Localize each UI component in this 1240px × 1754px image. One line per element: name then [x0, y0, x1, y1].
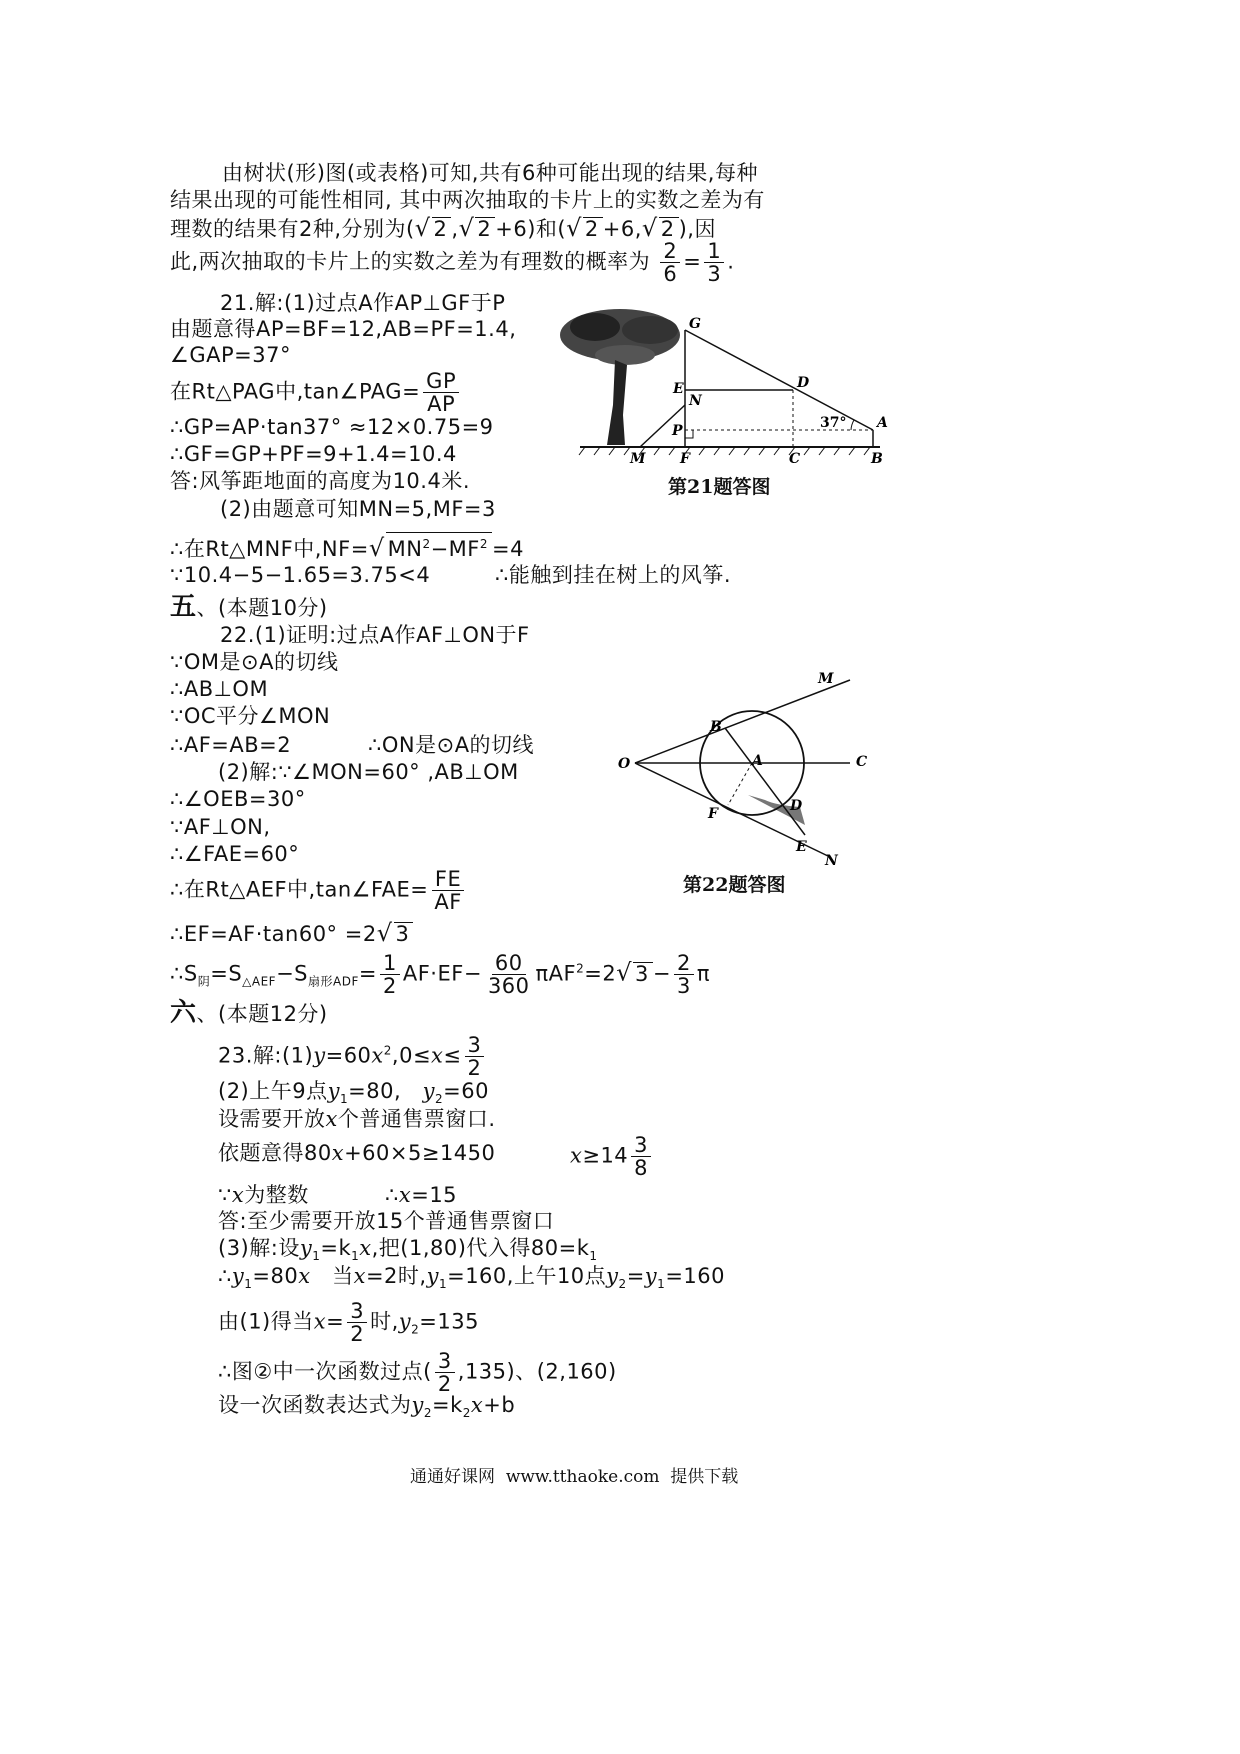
text: 在Rt△PAG中,tan∠PAG=: [170, 379, 421, 404]
text-line: (3)解:设$y_1=k_1x$,把(1,80)代入得$80=k_1$: [218, 1236, 598, 1264]
label-E: E: [796, 839, 807, 855]
figure-21: [555, 305, 895, 470]
text-line: ∴GF=GP+PF=9+1.4=10.4: [170, 442, 457, 466]
text-line: ∴GP=AP·tan37° ≈12×0.75=9: [170, 415, 494, 439]
text-line: 由题意得AP=BF=12,AB=PF=1.4,: [170, 317, 517, 341]
fraction: $\frac{FE}{AF}$: [431, 868, 464, 913]
label-C: C: [856, 754, 868, 770]
text-line: [170, 370, 462, 415]
text-line: ∴在Rt△AEF中,tan∠FAE= $\frac{FE}{AF}$: [170, 868, 468, 913]
sqrt: 2: [583, 217, 603, 240]
text-line: ∵x为整数: [218, 1183, 309, 1207]
label-P: P: [672, 423, 683, 439]
label-D: D: [797, 375, 810, 391]
text-line: ∠GAP=37°: [170, 343, 291, 367]
label-M: M: [818, 671, 834, 687]
text-line: (2)上午9点$y_1=80$, $y_2=60$: [218, 1079, 489, 1107]
text-line: 21.解:(1)过点A作AP⊥GF于P: [220, 291, 506, 315]
figure-caption: 第22题答图: [683, 874, 786, 896]
fraction: $\frac{2}{3}$: [674, 952, 694, 997]
label-N: N: [689, 393, 702, 409]
sqrt: $MN^2-MF^2$: [386, 532, 492, 560]
text: +6)和(: [495, 217, 567, 241]
text-line: 答:风筝距地面的高度为10.4米.: [170, 469, 471, 493]
text-line: 此,两次抽取的卡片上的实数之差为有理数的概率为 $\frac{2}{6}$ = $\frac{1}{3}$ .: [170, 239, 735, 286]
text-line: $\therefore S_阴=S_{\triangle AEF}-S_{扇形ADF}=$ $\frac{1}{2}$ AF·EF− $\frac{60}{360}$ πAF$^2$=2√ 3 − $\frac{2}{3}$ π: [170, 951, 711, 998]
label-O: O: [618, 756, 631, 772]
text-line: ∴图②中一次函数过点( $\frac{3}{2}$ ,135)、(2,160): [218, 1349, 617, 1396]
text: 此,两次抽取的卡片上的实数之差为有理数的概率为: [170, 249, 651, 274]
fraction: $\frac{3}{8}$: [631, 1134, 651, 1179]
text-line: 22.(1)证明:过点A作AF⊥ON于F: [220, 623, 530, 647]
fraction: $\frac{3}{2}$: [347, 1300, 367, 1345]
fraction: $\frac{1}{3}$: [704, 240, 724, 285]
text-line: (2)解:∵∠MON=60° ,AB⊥OM: [218, 760, 519, 784]
text-line: x≥14 $\frac{3}{8}$: [570, 1134, 654, 1179]
text-line: ∴在Rt△MNF中,NF=√ $MN^2-MF^2 =4$: [170, 534, 524, 562]
text-line: ∴EF=AF·tan60° =2√ 3: [170, 920, 413, 947]
text-line: 答:至少需要开放15个普通售票窗口: [218, 1209, 555, 1233]
section-heading: 六、(本题12分): [170, 998, 328, 1028]
sqrt: 2: [659, 217, 679, 240]
text: =4: [492, 537, 524, 561]
sqrt: 2: [432, 217, 452, 240]
text-line: ∴ON是⊙A的切线: [368, 733, 535, 757]
text-line: ∴能触到挂在树上的风筝.: [495, 563, 732, 587]
fraction: $\frac{3}{2}$: [465, 1034, 485, 1079]
text-line: 理数的结果有2种,分别为(√ 2 ,√ 2 +6)和(√ 2 +6,√ 2 ),因: [170, 214, 716, 242]
text-line: ∵OC平分∠MON: [170, 704, 331, 728]
text-line: ∵OM是⊙A的切线: [170, 650, 339, 674]
fraction: $\frac{GP}{AP}$: [423, 370, 459, 415]
figure-22: [610, 665, 885, 870]
angle-label: 37°: [820, 415, 847, 431]
label-D: D: [790, 798, 803, 814]
fraction: $\frac{1}{2}$: [380, 952, 400, 997]
sqrt: 2: [475, 217, 495, 240]
label-N: N: [825, 853, 838, 869]
text-line: ∴x=15: [385, 1183, 458, 1207]
footer: [410, 1462, 738, 1487]
text-line: 设一次函数表达式为$y_2=k_2x+b$: [218, 1393, 516, 1421]
figure-caption: 第21题答图: [668, 476, 771, 498]
text-line: (2)由题意可知MN=5,MF=3: [220, 497, 496, 521]
label-F: F: [708, 806, 718, 822]
fraction: $\frac{3}{2}$: [435, 1350, 455, 1395]
label-C: C: [789, 451, 801, 467]
text-line: ∵10.4−5−1.65=3.75<4: [170, 563, 431, 587]
text: ,: [451, 217, 459, 241]
text-line: ∴AF=AB=2: [170, 733, 292, 757]
text: ∴在Rt△MNF中,NF=: [170, 537, 369, 561]
text-line: ∴∠FAE=60°: [170, 842, 300, 866]
footer-url: www.tthaoke.com: [505, 1467, 660, 1487]
label-B: B: [871, 451, 883, 467]
text-line: 设需要开放x个普通售票窗口.: [218, 1107, 496, 1131]
label-G: G: [689, 316, 701, 332]
text-line: 由树状(形)图(或表格)可知,共有6种可能出现的结果,每种: [222, 161, 758, 185]
fraction: $\frac{60}{360}$: [487, 951, 530, 998]
label-M: M: [630, 451, 646, 467]
text-line: 结果出现的可能性相同, 其中两次抽取的卡片上的实数之差为有: [170, 188, 765, 212]
fraction: $\frac{2}{6}$: [660, 240, 680, 285]
text-line: ∴AB⊥OM: [170, 677, 269, 701]
text: +6,: [602, 217, 642, 241]
label-A: A: [877, 415, 888, 431]
label-E: E: [673, 381, 684, 397]
text: ),因: [678, 217, 716, 241]
text: 理数的结果有2种,分别为(: [170, 217, 415, 241]
label-B: B: [710, 719, 722, 735]
text-line: ∴∠OEB=30°: [170, 787, 306, 811]
section-heading: 五、(本题10分): [170, 592, 328, 622]
footer-site-name: 通通好课网: [410, 1467, 495, 1487]
tree-icon: [560, 309, 680, 445]
text-line: 依题意得80x+60×5≥1450: [218, 1141, 496, 1165]
text-line: 23.解$:(1)y=60x^2,0\le x\le$ $\frac{3}{2}$: [218, 1034, 487, 1079]
label-F: F: [680, 451, 690, 467]
text-line: ∵AF⊥ON,: [170, 815, 271, 839]
footer-note: 提供下载: [670, 1467, 739, 1487]
label-A: A: [752, 753, 763, 769]
text-line: 由(1)得当x= $\frac{3}{2}$ 时$,y_2=135$: [218, 1299, 479, 1346]
text-line: $\therefore y_1=80x$ 当x=2时$,y_1=160$,上午10点$y_2=y_1=160$: [218, 1264, 725, 1292]
